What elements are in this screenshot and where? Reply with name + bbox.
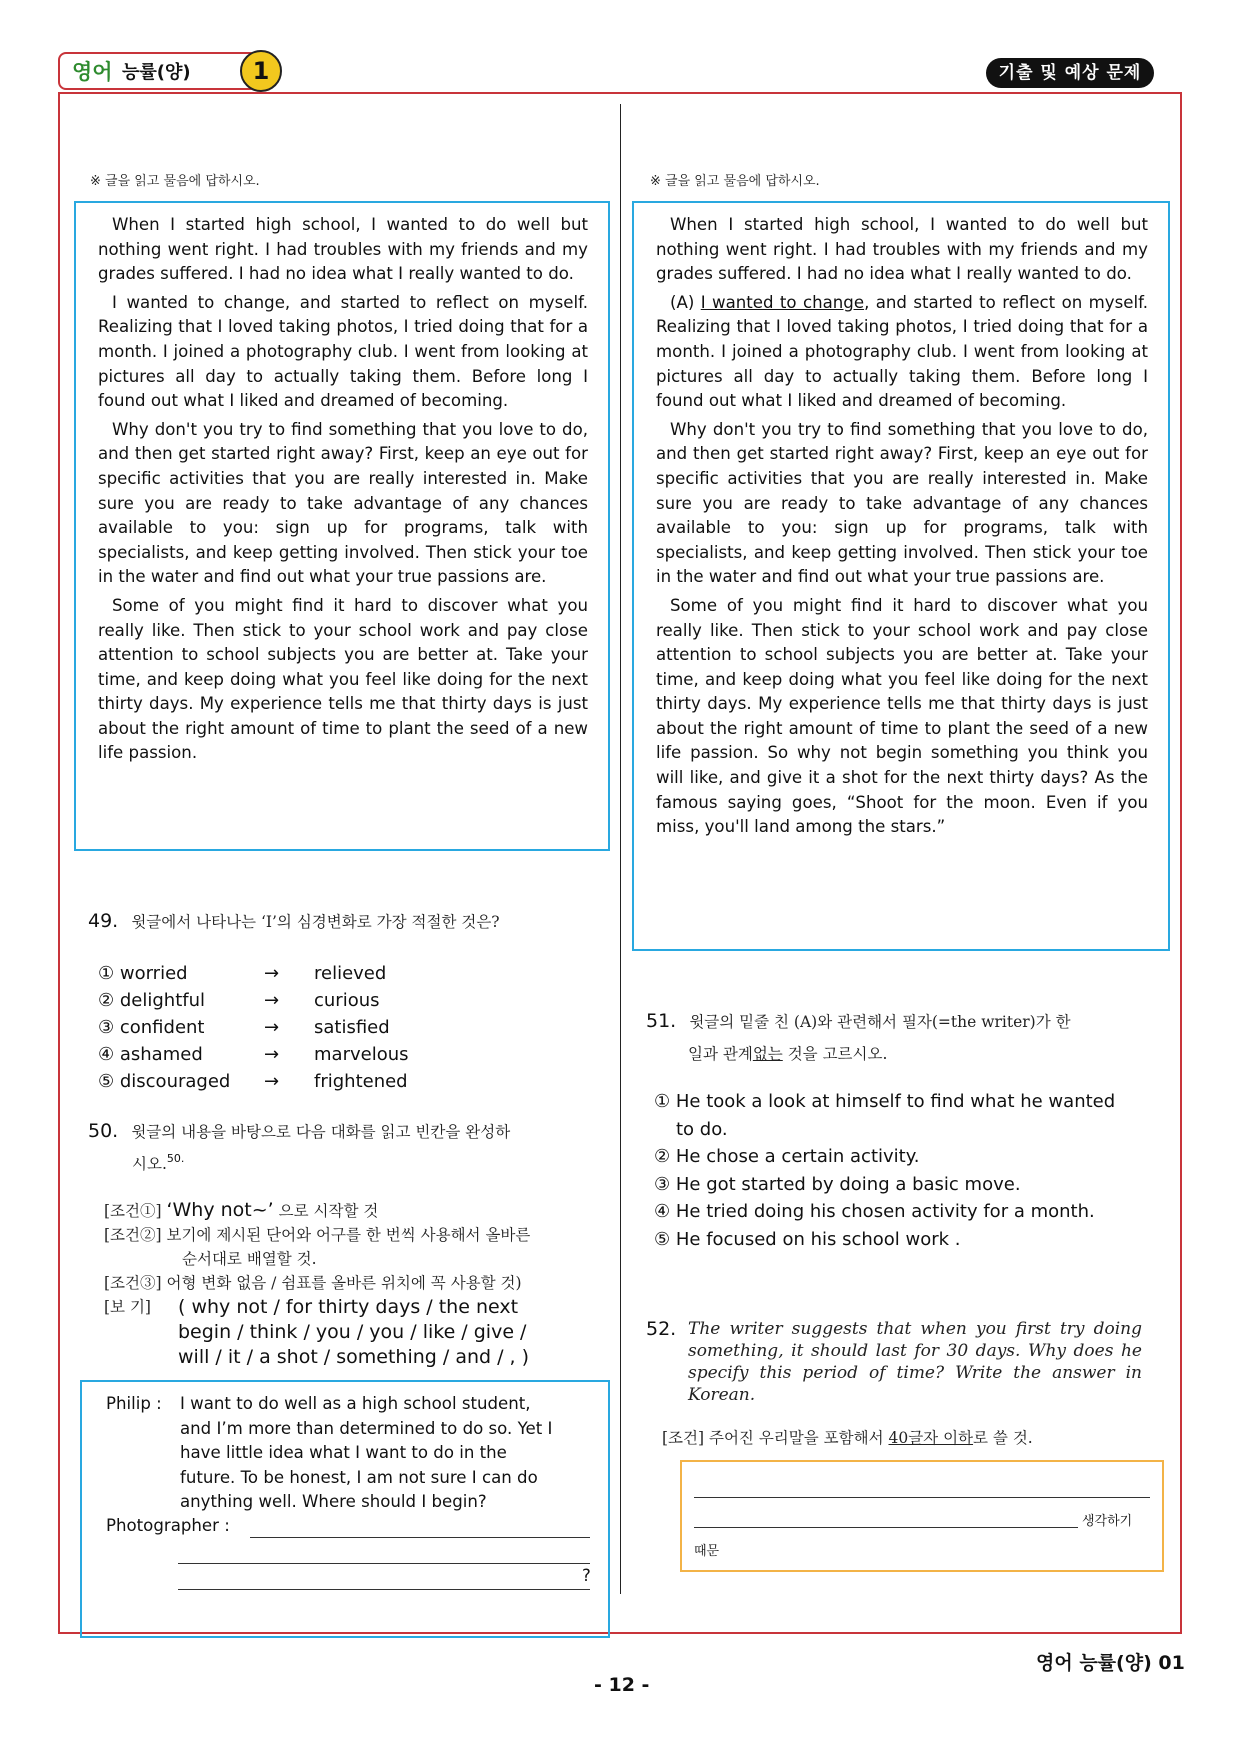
passage-box-right bbox=[632, 201, 1170, 951]
passage-paragraph: Some of you might find it hard to discover what you really like. Then stick to your school work and pay close attention to school subjects you are better at. Take your time, and keep doing what you feel like doing for the next thirty days. My experience tells me that thirty days is just about the right amount of time to plant the seed of a new life passion. bbox=[98, 595, 588, 763]
option-row[interactable]: ③ confident → satisfied bbox=[98, 1017, 390, 1038]
option-row[interactable]: ② He chose a certain activity. bbox=[654, 1146, 920, 1167]
answer-suffix-2: 때문 bbox=[694, 1544, 720, 1559]
option-row-cont: to do. bbox=[676, 1118, 728, 1140]
option-row[interactable]: ③ He got started by doing a basic move. bbox=[654, 1173, 1021, 1195]
question-51-cont: 일과 관계없는 것을 고르시오. bbox=[688, 1045, 888, 1063]
q50-conditions bbox=[104, 1198, 614, 1370]
subject-english: 영어 bbox=[72, 60, 113, 84]
speaker-philip: Philip : bbox=[106, 1394, 162, 1413]
condition-3: [조건③] 어형 변화 없음 / 쉼표를 올바른 위치에 꼭 사용할 것) bbox=[104, 1274, 522, 1292]
question-52-number: 52. bbox=[646, 1318, 677, 1340]
question-50 bbox=[88, 1120, 608, 1142]
question-number: 51. bbox=[646, 1010, 677, 1032]
speaker-photographer: Photographer : bbox=[106, 1516, 230, 1535]
question-text: 윗글에서 나타나는 ‘I’의 심경변화로 가장 적절한 것은? bbox=[131, 913, 500, 931]
question-50-cont: 시오.$^{50.}$ bbox=[132, 1152, 185, 1173]
bogi-box: [보 기] ( why not / for thirty days / the next begin / think / you / you / like / give / will / it / a shot / something / and / , ) bbox=[104, 1296, 530, 1368]
answer-line[interactable] bbox=[178, 1562, 590, 1564]
option-row[interactable]: ① worried → relieved bbox=[98, 963, 387, 984]
question-number: 49. bbox=[88, 910, 119, 932]
answer-line[interactable] bbox=[694, 1526, 1078, 1528]
passage-paragraph: Some of you might find it hard to discover what you really like. Then stick to your school work and pay close attention to school subjects you are better at. Take your time, and keep doing what you feel like doing for the next thirty days. My experience tells me that thirty days is just about the right amount of time to plant the seed of a new life passion. So why not begin something you think you will like, and give it a shot for the next thirty days? As the famous saying goes, “Shoot for the moon. Even if you miss, you'll land among the stars.” bbox=[656, 595, 1148, 837]
question-text: 윗글의 내용을 바탕으로 다음 대화를 읽고 빈칸을 완성하 bbox=[131, 1123, 511, 1141]
column-divider bbox=[620, 104, 621, 1594]
option-row[interactable]: ② delightful → curious bbox=[98, 990, 380, 1011]
subject-textbook: 능률(양) bbox=[122, 62, 191, 83]
dialog-box bbox=[80, 1380, 610, 1638]
passage-paragraph: When I started high school, I wanted to do well but nothing went right. I had troubles with my friends and my grades suffered. I had no idea what I really wanted to do. bbox=[656, 215, 1148, 284]
exam-type-badge: 기출 및 예상 문제 bbox=[986, 58, 1154, 88]
q52-condition: [조건] 주어진 우리말을 포함해서 40글자 이하로 쓸 것. bbox=[662, 1429, 1033, 1447]
passage-paragraph: Why don't you try to find something that you love to do, and then get started right away? First, keep an eye out for specific activities that you are really interested in. Make sure you are ready to take advantage of any chances available to you: sign up for programs, talk with specialists, and keep getting involved. Then stick your toe in the water and find out what your true passions are. bbox=[656, 419, 1148, 587]
passage-box-left bbox=[74, 201, 610, 851]
passage-paragraph: I wanted to change, and started to reflect on myself. Realizing that I loved taking photos, I tried doing that for a month. I joined a photography club. I went from looking at pictures all day to actually taking them. Before long I found out what I liked and dreamed of becoming. bbox=[98, 292, 588, 411]
footer-title: 영어 능률(양) 01 bbox=[1036, 1652, 1185, 1674]
answer-suffix: 생각하기 bbox=[1082, 1514, 1133, 1529]
condition-2-cont: 순서대로 배열할 것. bbox=[182, 1250, 317, 1268]
instruction-right: ※ 글을 읽고 물음에 답하시오. bbox=[650, 174, 820, 189]
option-row[interactable]: ⑤ He focused on his school work . bbox=[654, 1228, 961, 1250]
question-51 bbox=[646, 1010, 1146, 1032]
answer-box bbox=[680, 1460, 1164, 1572]
page-number: - 12 - bbox=[594, 1674, 650, 1696]
option-row[interactable]: ⑤ discouraged → frightened bbox=[98, 1071, 408, 1092]
question-mark: ? bbox=[582, 1566, 591, 1585]
option-row[interactable]: ① He took a look at himself to find what he wanted bbox=[654, 1091, 1116, 1112]
condition-1: [조건①] ‘Why not~’ 으로 시작할 것 bbox=[104, 1199, 379, 1221]
answer-line[interactable] bbox=[250, 1536, 590, 1538]
underlined-a: I wanted to change bbox=[700, 292, 865, 312]
question-49 bbox=[88, 910, 500, 932]
instruction-left: ※ 글을 읽고 물음에 답하시오. bbox=[90, 174, 260, 189]
philip-speech: I want to do well as a high school student, and I’m more than determined to do so. Yet I have little idea what I want to do in the future. To be honest, I am not sure I can do anything well. Where should I begin? bbox=[180, 1394, 553, 1512]
passage-paragraph: Why don't you try to find something that you love to do, and then get started right away? First, keep an eye out for specific activities that you are really interested in. Make sure you are ready to take advantage of any chances available to you: sign up for programs, talk with specialists, and keep getting involved. Then stick your toe in the water and find out what your true passions are. bbox=[98, 419, 588, 587]
question-text: 윗글의 밑줄 친 (A)와 관련해서 필자(=the writer)가 한 bbox=[689, 1013, 1071, 1031]
answer-line[interactable] bbox=[178, 1588, 590, 1590]
option-row[interactable]: ④ He tried doing his chosen activity for a month. bbox=[654, 1201, 1095, 1222]
passage-paragraph: When I started high school, I wanted to do well but nothing went right. I had troubles with my friends and my grades suffered. I had no idea what I really wanted to do. bbox=[98, 215, 588, 284]
answer-line[interactable] bbox=[694, 1496, 1150, 1498]
condition-2: [조건②] 보기에 제시된 단어와 어구를 한 번씩 사용해서 올바른 bbox=[104, 1226, 531, 1244]
question-number: 50. bbox=[88, 1120, 119, 1142]
question-52-text: The writer suggests that when you first try doing something, it should last for 30 days. Why does he specify this period of time? Write the answer in Korean. bbox=[688, 1319, 1142, 1405]
unit-number-badge: 1 bbox=[240, 50, 282, 92]
option-row[interactable]: ④ ashamed → marvelous bbox=[98, 1044, 409, 1065]
q51-options bbox=[654, 1088, 1174, 1253]
passage-paragraph: (A) I wanted to change, and started to reflect on myself. Realizing that I loved taking photos, I tried doing that for a month. I joined a photography club. I went from looking at pictures all day to actually taking them. Before long I found out what I liked and dreamed of becoming. bbox=[656, 292, 1148, 411]
q49-options bbox=[98, 960, 518, 1095]
